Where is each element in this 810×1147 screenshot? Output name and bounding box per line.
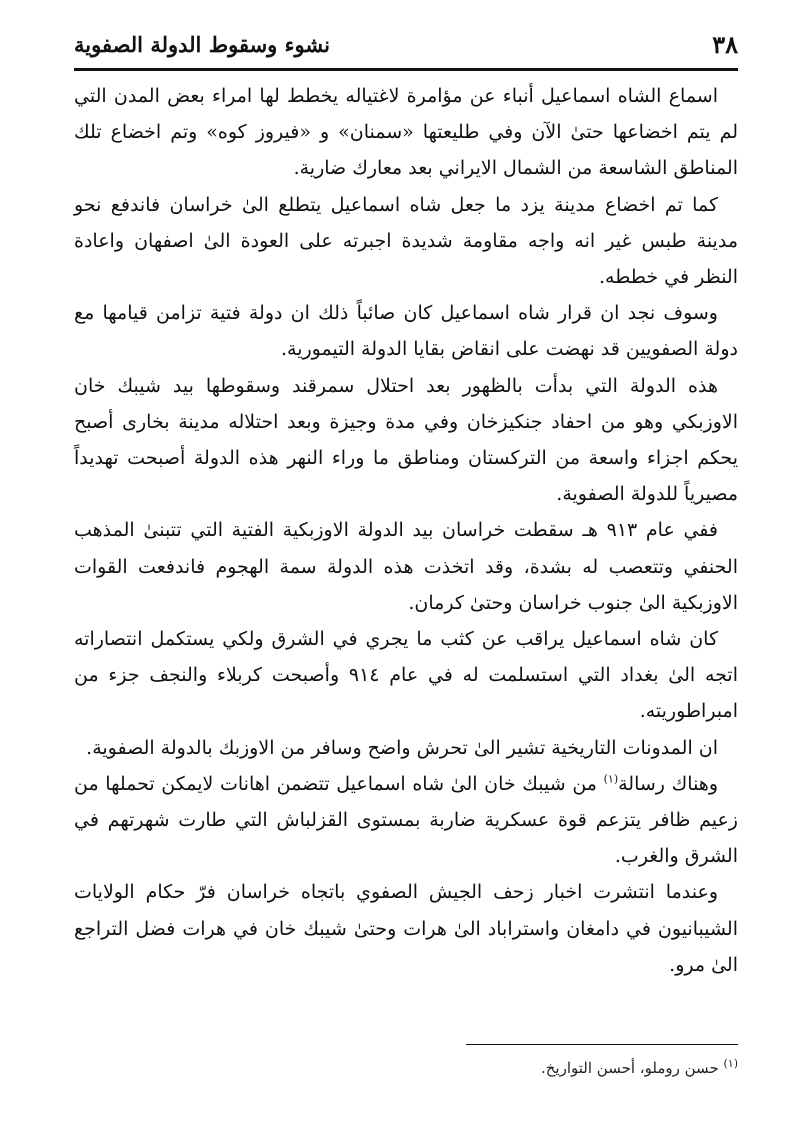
page-number: ٣٨ — [712, 30, 738, 59]
footnote — [541, 1056, 738, 1080]
running-title: نشوء وسقوط الدولة الصفوية — [74, 32, 330, 57]
paragraph: كان شاه اسماعيل يراقب عن كثب ما يجري في الشرق ولكي يستكمل انتصاراته اتجه الىٰ بغداد التي استسلمت له في عام ٩١٤ وأصبحت كربلاء والنجف جزء من امبراطوريته. — [74, 628, 738, 723]
footnote-divider — [466, 1044, 738, 1045]
paragraph: هذه الدولة التي بدأت بالظهور بعد احتلال سمرقند وسقوطها بيد شيبك خان الاوزبكي وهو من احفاد جنكيزخان وفي مدة وجيزة وبعد احتلاله مدينة بخارى أصبح يحكم اجزاء واسعة من التركستان ومناطق ما وراء النهر هذه الدولة أصبحت تهديداً مصيرياً للدولة الصفوية. — [74, 374, 738, 506]
footnote-marker: (١) — [723, 1057, 738, 1070]
paragraph: ان المدونات التاريخية تشير الىٰ تحرش واضح وسافر من الاوزبك بالدولة الصفوية. — [86, 736, 718, 759]
paragraph-text-end: من شيبك خان الىٰ شاه اسماعيل تتضمن اهانات لايمكن تحملها من زعيم ظافر يتزعم قوة عسكرية ضاربة بمستوى القزلباش التي طارت شهرتهم في الشرق والغرب. — [74, 772, 738, 868]
paragraph: كما تم اخضاع مدينة يزد ما جعل شاه اسماعيل يتطلع الىٰ خراسان فاندفع نحو مدينة طبس غير انه واجه مقاومة شديدة اجبرته على العودة الىٰ اصفهان واعادة النظر في خططه. — [74, 193, 738, 289]
paragraph-with-footnote — [74, 766, 738, 875]
body-text — [74, 78, 738, 983]
footnote-reference: (١) — [603, 772, 619, 786]
paragraph: ففي عام ٩١٣ هـ سقطت خراسان بيد الدولة الاوزبكية الفتية التي تتبنىٰ المذهب الحنفي وتتعصب له بشدة، وقد اتخذت هذه الدولة سمة الهجوم فاندفعت القوات الاوزبكية الىٰ جنوب خراسان وحتىٰ كرمان. — [74, 519, 738, 614]
paragraph: وسوف نجد ان قرار شاه اسماعيل كان صائباً ذلك ان دولة فتية تزامن قيامها مع دولة الصفويين قد نهضت على انقاض بقايا الدولة التيمورية. — [74, 302, 738, 361]
page-header — [74, 26, 738, 64]
paragraph-text-start: وهناك رسالة — [618, 772, 718, 795]
paragraph: اسماع الشاه اسماعيل أنباء عن مؤامرة لاغتياله يخطط لها امراء بعض المدن التي لم يتم اخضاعها حتىٰ الآن وفي طليعتها «سمنان» و «فيروز كوه» وتم اخضاع تلك المناطق الشاسعة من الشمال الايراني بعد معارك ضارية. — [74, 85, 738, 180]
header-divider — [74, 68, 738, 74]
paragraph: وعندما انتشرت اخبار زحف الجيش الصفوي باتجاه خراسان فرّ حكام الولايات الشيبانيون في دامغان واستراباد الىٰ هرات وحتىٰ شيبك خان في هرات فضل التراجع الىٰ مرو. — [74, 881, 738, 976]
footnote-text: حسن روملو، أحسن التواريخ. — [540, 1059, 724, 1077]
